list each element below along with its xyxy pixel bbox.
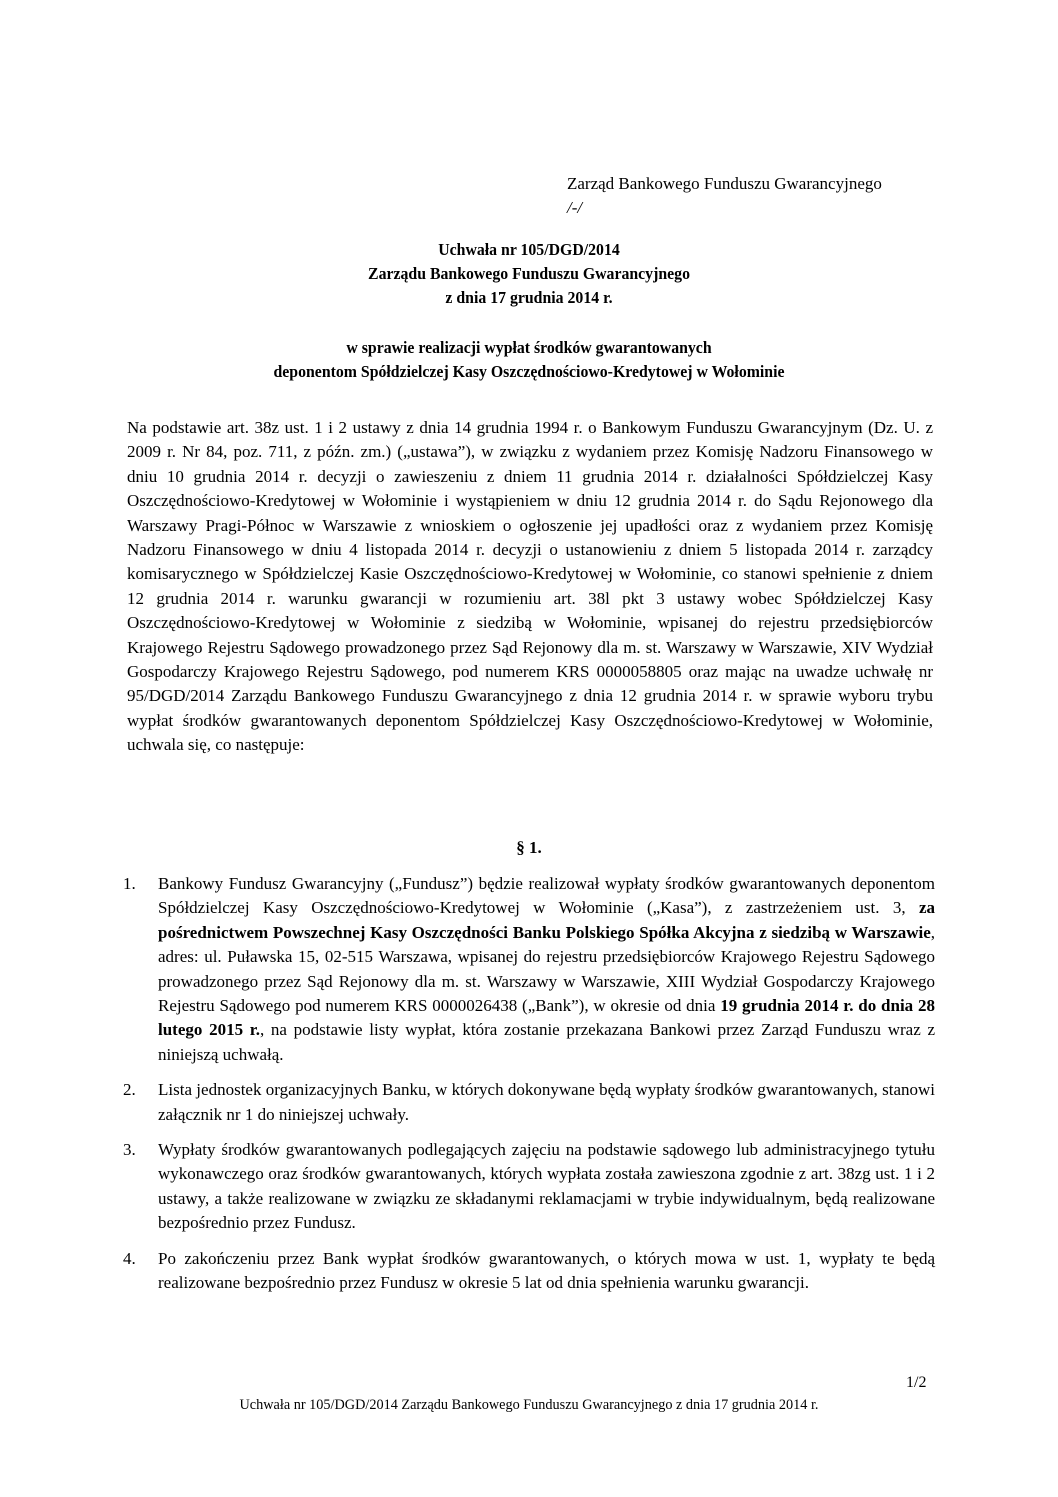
list-item bbox=[120, 1247, 935, 1296]
item-text: Wypłaty środków gwarantowanych podlegających zajęciu na podstawie sądowego lub administracyjnego tytułu wykonawczego oraz środków gwarantowanych, których wypłata została zawieszona zgodnie z art. 38zg ust. 1 i 2 ustawy, a także realizowane w związku ze składanymi reklamacjami w trybie indywidualnym, będą realizowane bezpośrednio przez Fundusz. bbox=[158, 1140, 935, 1233]
subject-line-1: w sprawie realizacji wypłat środków gwarantowanych bbox=[346, 338, 712, 357]
item-text: Bankowy Fundusz Gwarancyjny („Fundusz”) będzie realizował wypłaty środków gwarantowanych deponentom Spółdzielczej Kasy Oszczędnościowo-Kredytowej w Wołominie („Kasa”), z zastrzeżeniem ust. 3, bbox=[158, 874, 935, 918]
page-number: 1/2 bbox=[906, 1374, 927, 1391]
subject-line-2: deponentom Spółdzielczej Kasy Oszczędnościowo-Kredytowej w Wołominie bbox=[273, 362, 785, 381]
item-number: 3. bbox=[123, 1140, 136, 1160]
item-bold-text: 19 grudnia 2014 r. do dnia 28 lutego 2015 r. bbox=[158, 996, 935, 1040]
list-item bbox=[120, 1078, 935, 1127]
resolution-number: Uchwała nr 105/DGD/2014 bbox=[438, 240, 620, 259]
list-item bbox=[120, 1138, 935, 1236]
item-text: , adres: ul. Puławska 15, 02-515 Warszawa, wpisanej do rejestru przedsiębiorców Krajowego Rejestru Sądowego prowadzonego przez Sąd Rejonowy dla m. st. Warszawy w Warszawie, XIII Wydział Gospodarczy Krajowego Rejestru Sądowego pod numerem KRS 0000026438 („Bank”), w okresie od dnia bbox=[158, 922, 935, 1016]
resolution-title bbox=[37, 238, 1021, 310]
item-number: 1. bbox=[123, 874, 136, 893]
provisions-list bbox=[120, 872, 935, 1307]
item-number: 2. bbox=[123, 1080, 136, 1100]
item-text: , na podstawie listy wypłat, która zostanie przekazana Bankowi przez Zarząd Funduszu wraz z niniejszą uchwałą. bbox=[158, 1020, 935, 1064]
page-footer: Uchwała nr 105/DGD/2014 Zarządu Bankowego Funduszu Gwarancyjnego z dnia 17 grudnia 2014 r. bbox=[239, 1397, 819, 1413]
signature-mark: /-/ bbox=[567, 198, 583, 217]
item-number: 4. bbox=[123, 1248, 136, 1268]
signature-issuer: Zarząd Bankowego Funduszu Gwarancyjnego bbox=[567, 174, 882, 193]
legal-basis-paragraph: Na podstawie art. 38z ust. 1 i 2 ustawy z dnia 14 grudnia 1994 r. o Bankowym Funduszu Gwarancyjnym (Dz. U. z 2009 r. Nr 84, poz. 711, z późn. zm.) („ustawa”), w związku z wydaniem przez Komisję Nadzoru Finansowego w dniu 10 grudnia 2014 r. decyzji o zawieszeniu z dniem 11 grudnia 2014 r. działalności Spółdzielczej Kasy Oszczędnościowo-Kredytowej w Wołominie i wystąpieniem w dniu 12 grudnia 2014 r. do Sądu Rejonowego dla Warszawy Pragi-Północ w Warszawie z wnioskiem o ogłoszenie jej upadłości oraz z wydaniem przez Komisję Nadzoru Finansowego w dniu 4 listopada 2014 r. decyzji o ustanowieniu z dniem 5 listopada 2014 r. zarządcy komisarycznego w Spółdzielczej Kasie Oszczędnościowo-Kredytowej w Wołominie, co stanowi spełnienie z dniem 12 grudnia 2014 r. warunku gwarancji w rozumieniu art. 38l pkt 3 ustawy wobec Spółdzielczej Kasy Oszczędnościowo-Kredytowej w Wołominie z siedzibą w Wołominie, wpisanej do rejestru przedsiębiorców Krajowego Rejestru Sądowego prowadzonego przez Sąd Rejonowy dla m. st. Warszawy w Warszawie, XIV Wydział Gospodarczy Krajowego Rejestru Sądowego, pod numerem KRS 0000058805 oraz mając na uwadze uchwałę nr 95/DGD/2014 Zarządu Bankowego Funduszu Gwarancyjnego z dnia 12 grudnia 2014 r. w sprawie wyboru trybu wypłat środków gwarantowanych deponentom Spółdzielczej Kasy Oszczędnościowo-Kredytowej w Wołominie, uchwala się, co następuje: bbox=[127, 418, 933, 755]
item-bold-text: za pośrednictwem Powszechnej Kasy Oszczędności Banku Polskiego Spółka Akcyjna z siedzibą w Warszawie bbox=[158, 898, 935, 942]
resolution-date: z dnia 17 grudnia 2014 r. bbox=[445, 288, 613, 307]
section-heading: § 1. bbox=[516, 838, 542, 857]
resolution-issuer: Zarządu Bankowego Funduszu Gwarancyjnego bbox=[368, 264, 690, 283]
list-item bbox=[120, 872, 935, 1067]
item-text: Po zakończeniu przez Bank wypłat środków gwarantowanych, o których mowa w ust. 1, wypłaty te będą realizowane bezpośrednio przez Fundusz w okresie 5 lat od dnia spełnienia warunku gwarancji. bbox=[158, 1248, 935, 1293]
item-text: Lista jednostek organizacyjnych Banku, w których dokonywane będą wypłaty środków gwarantowanych, stanowi załącznik nr 1 do niniejszej uchwały. bbox=[158, 1080, 935, 1124]
resolution-subject bbox=[37, 336, 1021, 384]
signature-block bbox=[567, 172, 882, 220]
